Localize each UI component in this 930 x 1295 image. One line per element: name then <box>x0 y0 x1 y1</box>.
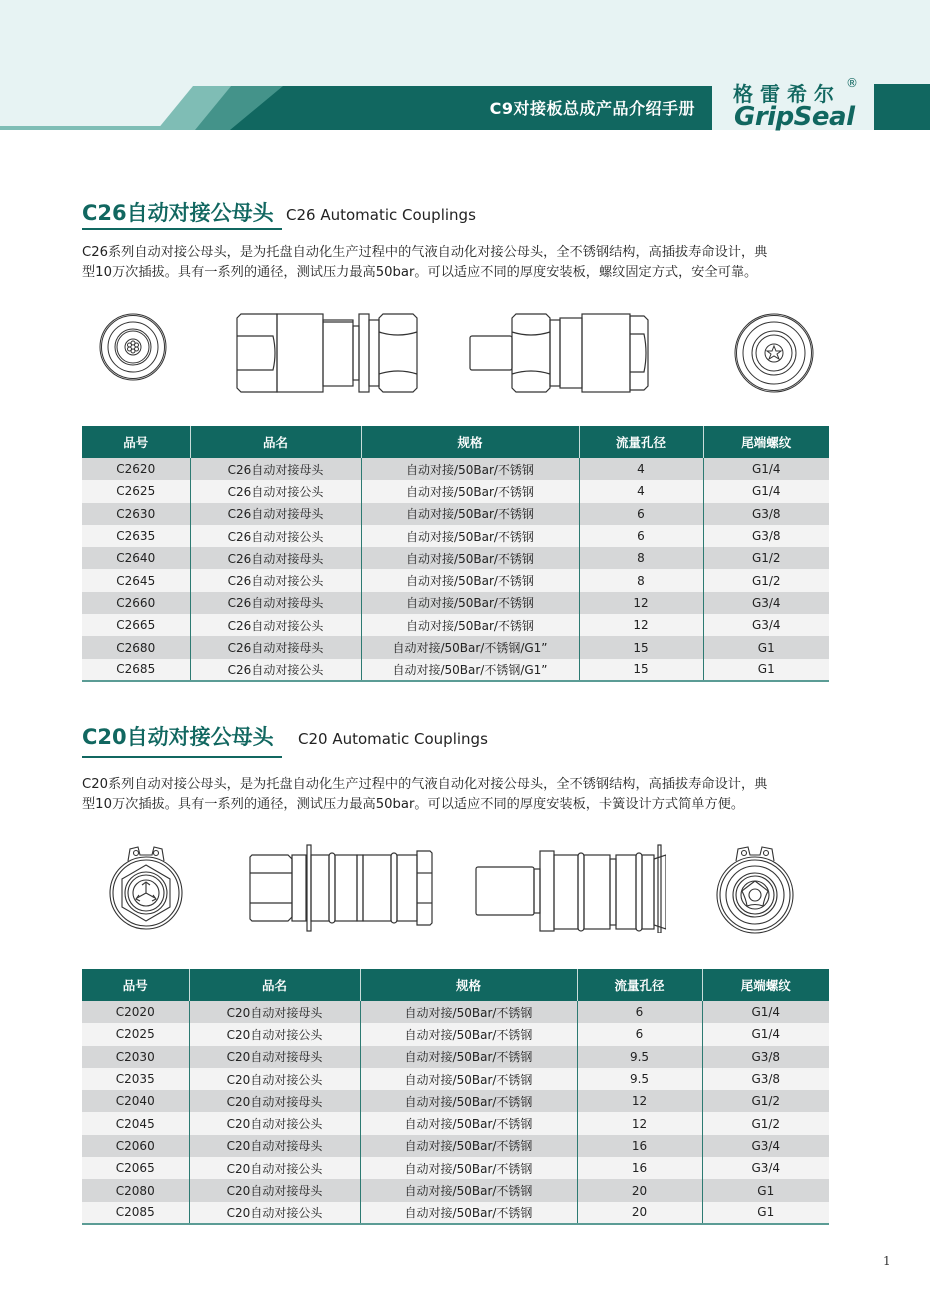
table-row <box>82 1157 829 1179</box>
section-underline <box>82 756 282 758</box>
column-header-part-number: 品号 <box>82 969 189 1001</box>
cell-part-number: C2640 <box>82 547 190 569</box>
cell-specification: 自动对接/50Bar/不锈钢 <box>360 1135 577 1157</box>
table-row <box>82 503 829 525</box>
table-row <box>82 636 829 658</box>
column-header-specification: 规格 <box>361 426 579 458</box>
column-header-specification: 规格 <box>360 969 577 1001</box>
table-row <box>82 659 829 681</box>
cell-specification: 自动对接/50Bar/不锈钢 <box>361 614 579 636</box>
cell-part-number: C2625 <box>82 480 190 502</box>
cell-product-name: C26自动对接公头 <box>190 614 361 636</box>
cell-tail-thread: G3/8 <box>702 1046 829 1068</box>
cell-specification: 自动对接/50Bar/不锈钢 <box>360 1179 577 1201</box>
table-header-row <box>82 426 829 458</box>
cell-flow-diameter: 12 <box>577 1090 702 1112</box>
cell-product-name: C26自动对接公头 <box>190 480 361 502</box>
cell-tail-thread: G1/2 <box>703 547 829 569</box>
cell-part-number: C2030 <box>82 1046 189 1068</box>
cell-specification: 自动对接/50Bar/不锈钢 <box>360 1090 577 1112</box>
column-header-tail-thread: 尾端螺纹 <box>703 426 829 458</box>
header-right-block <box>874 84 930 130</box>
table-row <box>82 1023 829 1045</box>
table-row <box>82 592 829 614</box>
section-description-c26 <box>82 243 842 283</box>
cell-specification: 自动对接/50Bar/不锈钢 <box>361 458 579 480</box>
cell-part-number: C2035 <box>82 1068 189 1090</box>
cell-specification: 自动对接/50Bar/不锈钢 <box>360 1023 577 1045</box>
cell-tail-thread: G1/2 <box>702 1090 829 1112</box>
cell-part-number: C2645 <box>82 569 190 591</box>
cell-flow-diameter: 12 <box>579 592 703 614</box>
cell-specification: 自动对接/50Bar/不锈钢 <box>360 1202 577 1224</box>
c20-female-front-view-drawing <box>108 843 184 933</box>
cell-product-name: C20自动对接公头 <box>189 1157 360 1179</box>
table-row <box>82 458 829 480</box>
cell-product-name: C20自动对接母头 <box>189 1135 360 1157</box>
logo-english: GripSeal <box>734 102 855 132</box>
cell-tail-thread: G3/8 <box>703 525 829 547</box>
cell-specification: 自动对接/50Bar/不锈钢 <box>361 547 579 569</box>
table-row <box>82 1112 829 1134</box>
cell-specification: 自动对接/50Bar/不锈钢 <box>360 1157 577 1179</box>
cell-part-number: C2060 <box>82 1135 189 1157</box>
cell-part-number: C2065 <box>82 1157 189 1179</box>
cell-specification: 自动对接/50Bar/不锈钢 <box>361 503 579 525</box>
cell-part-number: C2080 <box>82 1179 189 1201</box>
cell-part-number: C2680 <box>82 636 190 658</box>
column-header-product-name: 品名 <box>190 426 361 458</box>
cell-flow-diameter: 6 <box>579 525 703 547</box>
cell-product-name: C20自动对接母头 <box>189 1090 360 1112</box>
cell-tail-thread: G3/4 <box>703 592 829 614</box>
cell-product-name: C20自动对接公头 <box>189 1068 360 1090</box>
cell-part-number: C2660 <box>82 592 190 614</box>
cell-part-number: C2085 <box>82 1202 189 1224</box>
cell-product-name: C20自动对接母头 <box>189 1046 360 1068</box>
cell-tail-thread: G3/4 <box>703 614 829 636</box>
cell-specification: 自动对接/50Bar/不锈钢 <box>360 1001 577 1023</box>
cell-product-name: C26自动对接母头 <box>190 458 361 480</box>
cell-flow-diameter: 4 <box>579 458 703 480</box>
table-header-row <box>82 969 829 1001</box>
cell-flow-diameter: 8 <box>579 569 703 591</box>
cell-specification: 自动对接/50Bar/不锈钢 <box>360 1068 577 1090</box>
cell-flow-diameter: 12 <box>577 1112 702 1134</box>
cell-product-name: C20自动对接公头 <box>189 1023 360 1045</box>
cell-tail-thread: G1/4 <box>703 458 829 480</box>
cell-product-name: C26自动对接公头 <box>190 659 361 681</box>
table-row <box>82 569 829 591</box>
registered-mark: ® <box>846 76 858 90</box>
page-number: 1 <box>883 1254 891 1268</box>
cell-flow-diameter: 6 <box>579 503 703 525</box>
column-header-part-number: 品号 <box>82 426 190 458</box>
cell-tail-thread: G1/4 <box>702 1023 829 1045</box>
table-row <box>82 1068 829 1090</box>
table-row <box>82 1046 829 1068</box>
cell-flow-diameter: 20 <box>577 1202 702 1224</box>
c26-spec-table <box>82 426 829 682</box>
column-header-product-name: 品名 <box>189 969 360 1001</box>
cell-part-number: C2040 <box>82 1090 189 1112</box>
cell-part-number: C2630 <box>82 503 190 525</box>
cell-flow-diameter: 16 <box>577 1157 702 1179</box>
cell-part-number: C2685 <box>82 659 190 681</box>
cell-tail-thread: G1 <box>703 636 829 658</box>
cell-specification: 自动对接/50Bar/不锈钢 <box>361 592 579 614</box>
c20-male-front-view-drawing <box>714 843 796 935</box>
section-title-c20: C20自动对接公母头 <box>82 725 274 749</box>
cell-flow-diameter: 20 <box>577 1179 702 1201</box>
cell-specification: 自动对接/50Bar/不锈钢 <box>361 480 579 502</box>
cell-product-name: C26自动对接公头 <box>190 525 361 547</box>
cell-tail-thread: G1/4 <box>702 1001 829 1023</box>
cell-tail-thread: G1/2 <box>703 569 829 591</box>
cell-product-name: C26自动对接母头 <box>190 592 361 614</box>
cell-part-number: C2025 <box>82 1023 189 1045</box>
document-title: C9对接板总成产品介绍手册 <box>489 99 695 118</box>
cell-flow-diameter: 4 <box>579 480 703 502</box>
cell-tail-thread: G1 <box>702 1202 829 1224</box>
cell-product-name: C20自动对接公头 <box>189 1112 360 1134</box>
c26-male-front-view-drawing <box>733 312 815 394</box>
table-row <box>82 1179 829 1201</box>
cell-specification: 自动对接/50Bar/不锈钢/G1” <box>361 636 579 658</box>
header-accent-line <box>0 126 170 130</box>
cell-product-name: C26自动对接母头 <box>190 547 361 569</box>
cell-tail-thread: G3/4 <box>702 1135 829 1157</box>
c26-female-side-view-drawing <box>235 312 420 394</box>
cell-flow-diameter: 9.5 <box>577 1068 702 1090</box>
cell-specification: 自动对接/50Bar/不锈钢 <box>361 525 579 547</box>
cell-product-name: C26自动对接母头 <box>190 636 361 658</box>
description-line: 型10万次插拔。具有一系列的通径，测试压力最高50bar。可以适应不同的厚度安装板，卡簧设计方式简单方便。 <box>82 797 745 812</box>
cell-product-name: C20自动对接母头 <box>189 1001 360 1023</box>
c20-male-side-view-drawing <box>474 843 666 933</box>
cell-tail-thread: G3/4 <box>702 1157 829 1179</box>
table-row <box>82 525 829 547</box>
cell-flow-diameter: 8 <box>579 547 703 569</box>
cell-tail-thread: G1 <box>702 1179 829 1201</box>
cell-flow-diameter: 15 <box>579 636 703 658</box>
cell-tail-thread: G3/8 <box>702 1068 829 1090</box>
cell-product-name: C20自动对接公头 <box>189 1202 360 1224</box>
table-row <box>82 1001 829 1023</box>
cell-tail-thread: G1/2 <box>702 1112 829 1134</box>
description-line: C26系列自动对接公母头，是为托盘自动化生产过程中的气液自动化对接公母头，全不锈钢结构，高插拔寿命设计，典 <box>82 245 768 260</box>
cell-flow-diameter: 15 <box>579 659 703 681</box>
section-underline <box>82 228 282 230</box>
c20-spec-table <box>82 969 829 1225</box>
cell-specification: 自动对接/50Bar/不锈钢 <box>361 569 579 591</box>
cell-flow-diameter: 6 <box>577 1001 702 1023</box>
cell-specification: 自动对接/50Bar/不锈钢 <box>360 1046 577 1068</box>
cell-flow-diameter: 16 <box>577 1135 702 1157</box>
cell-tail-thread: G3/8 <box>703 503 829 525</box>
cell-tail-thread: G1 <box>703 659 829 681</box>
section-description-c20 <box>82 775 842 815</box>
cell-part-number: C2665 <box>82 614 190 636</box>
table-row <box>82 1202 829 1224</box>
description-line: C20系列自动对接公母头，是为托盘自动化生产过程中的气液自动化对接公母头，全不锈钢结构，高插拔寿命设计，典 <box>82 777 768 792</box>
table-row <box>82 1135 829 1157</box>
section-subtitle-c20: C20 Automatic Couplings <box>298 730 488 748</box>
cell-part-number: C2620 <box>82 458 190 480</box>
cell-specification: 自动对接/50Bar/不锈钢 <box>360 1112 577 1134</box>
cell-product-name: C26自动对接母头 <box>190 503 361 525</box>
description-line: 型10万次插拔。具有一系列的通径，测试压力最高50bar。可以适应不同的厚度安装板，螺纹固定方式，安全可靠。 <box>82 265 758 280</box>
section-title-c26: C26自动对接公母头 <box>82 201 274 225</box>
column-header-tail-thread: 尾端螺纹 <box>702 969 829 1001</box>
column-header-flow-diameter: 流量孔径 <box>579 426 703 458</box>
c26-female-front-view-drawing <box>98 312 168 382</box>
c20-female-side-view-drawing <box>248 843 434 933</box>
c26-male-side-view-drawing <box>468 312 650 394</box>
section-subtitle-c26: C26 Automatic Couplings <box>286 206 476 224</box>
table-row <box>82 1090 829 1112</box>
cell-flow-diameter: 12 <box>579 614 703 636</box>
cell-flow-diameter: 9.5 <box>577 1046 702 1068</box>
cell-flow-diameter: 6 <box>577 1023 702 1045</box>
logo-chinese: 格雷希尔 <box>733 82 841 106</box>
cell-part-number: C2045 <box>82 1112 189 1134</box>
table-row <box>82 614 829 636</box>
cell-product-name: C26自动对接公头 <box>190 569 361 591</box>
table-row <box>82 480 829 502</box>
column-header-flow-diameter: 流量孔径 <box>577 969 702 1001</box>
cell-part-number: C2635 <box>82 525 190 547</box>
cell-part-number: C2020 <box>82 1001 189 1023</box>
cell-tail-thread: G1/4 <box>703 480 829 502</box>
cell-product-name: C20自动对接母头 <box>189 1179 360 1201</box>
table-row <box>82 547 829 569</box>
cell-specification: 自动对接/50Bar/不锈钢/G1” <box>361 659 579 681</box>
